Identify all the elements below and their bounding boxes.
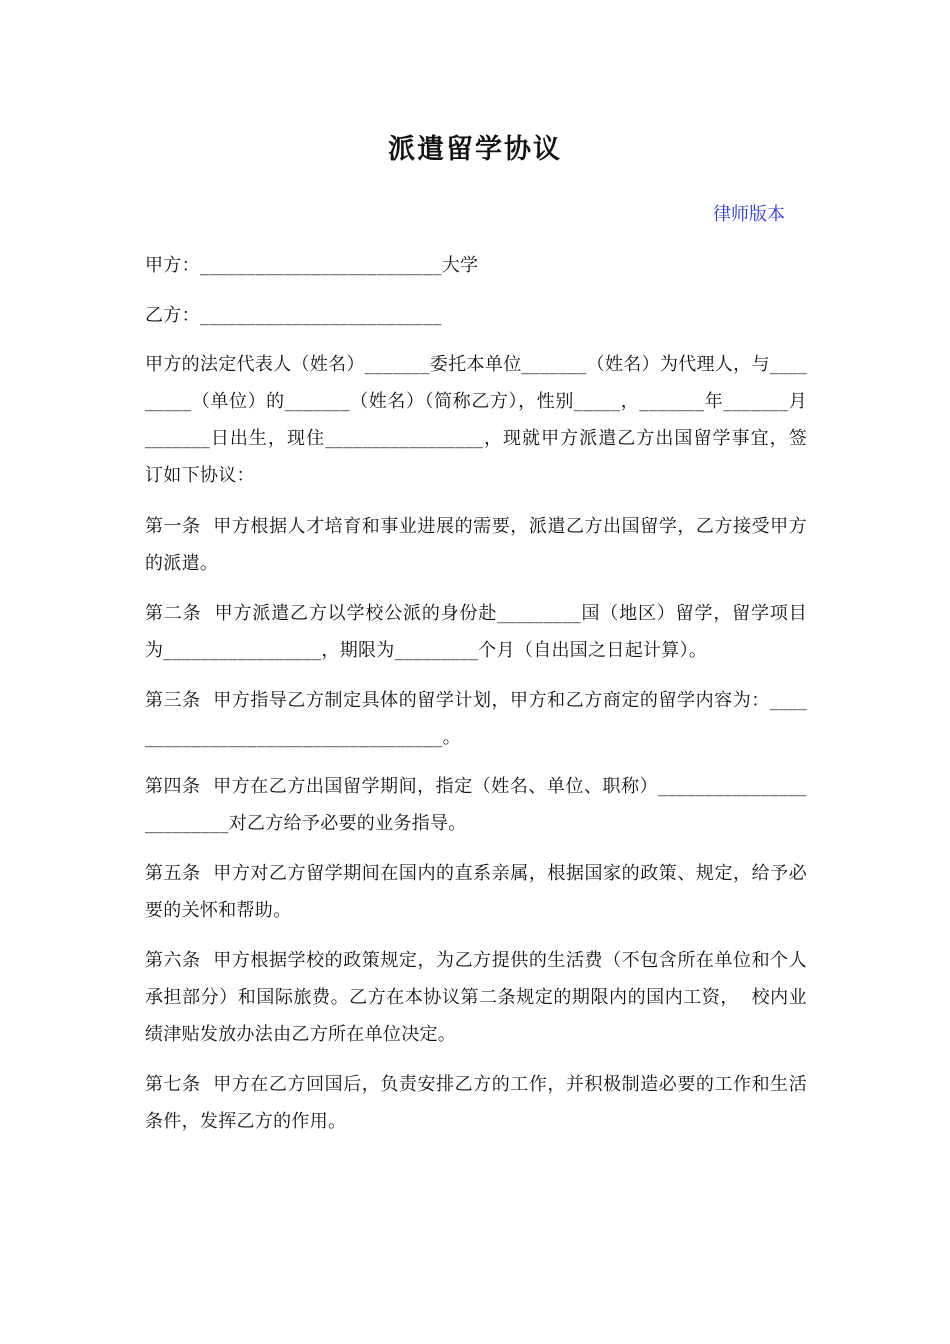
article-7: 第七条 甲方在乙方回国后，负责安排乙方的工作，并积极制造必要的工作和生活条件，发挥乙方的作用。 bbox=[145, 1074, 807, 1132]
intro-paragraph: 甲方的法定代表人（姓名）_______委托本单位_______（姓名）为代理人，与_________（单位）的_______（姓名）（简称乙方），性别_____，_______年_______月_______日出生，现住_________________，现就甲方派遣乙方出国留学事宜，签订如下协议： bbox=[145, 354, 807, 486]
document-title: 派遣留学协议 bbox=[388, 134, 562, 165]
article-6: 第六条 甲方根据学校的政策规定，为乙方提供的生活费（不包含所在单位和个人承担部分）和国际旅费。乙方在本协议第二条规定的期限内的国内工资， 校内业绩津贴发放办法由乙方所在单位决定。 bbox=[145, 950, 807, 1045]
article-5: 第五条 甲方对乙方留学期间在国内的直系亲属，根据国家的政策、规定，给予必要的关怀和帮助。 bbox=[145, 863, 807, 921]
version-label: 律师版本 bbox=[713, 204, 785, 225]
article-3: 第三条 甲方指导乙方制定具体的留学计划，甲方和乙方商定的留学内容为：____________________________________。 bbox=[145, 690, 807, 748]
article-1: 第一条 甲方根据人才培育和事业进展的需要，派遣乙方出国留学，乙方接受甲方的派遣。 bbox=[145, 516, 807, 574]
party-a-line: 甲方：__________________________大学 bbox=[145, 255, 479, 276]
article-4: 第四条 甲方在乙方出国留学期间，指定（姓名、单位、职称）_________________________对乙方给予必要的业务指导。 bbox=[145, 776, 807, 834]
article-2: 第二条 甲方派遣乙方以学校公派的身份赴_________国（地区）留学，留学项目为_________________，期限为_________个月（自出国之日起计算）。 bbox=[145, 603, 807, 661]
party-b-line: 乙方：__________________________ bbox=[145, 305, 442, 326]
